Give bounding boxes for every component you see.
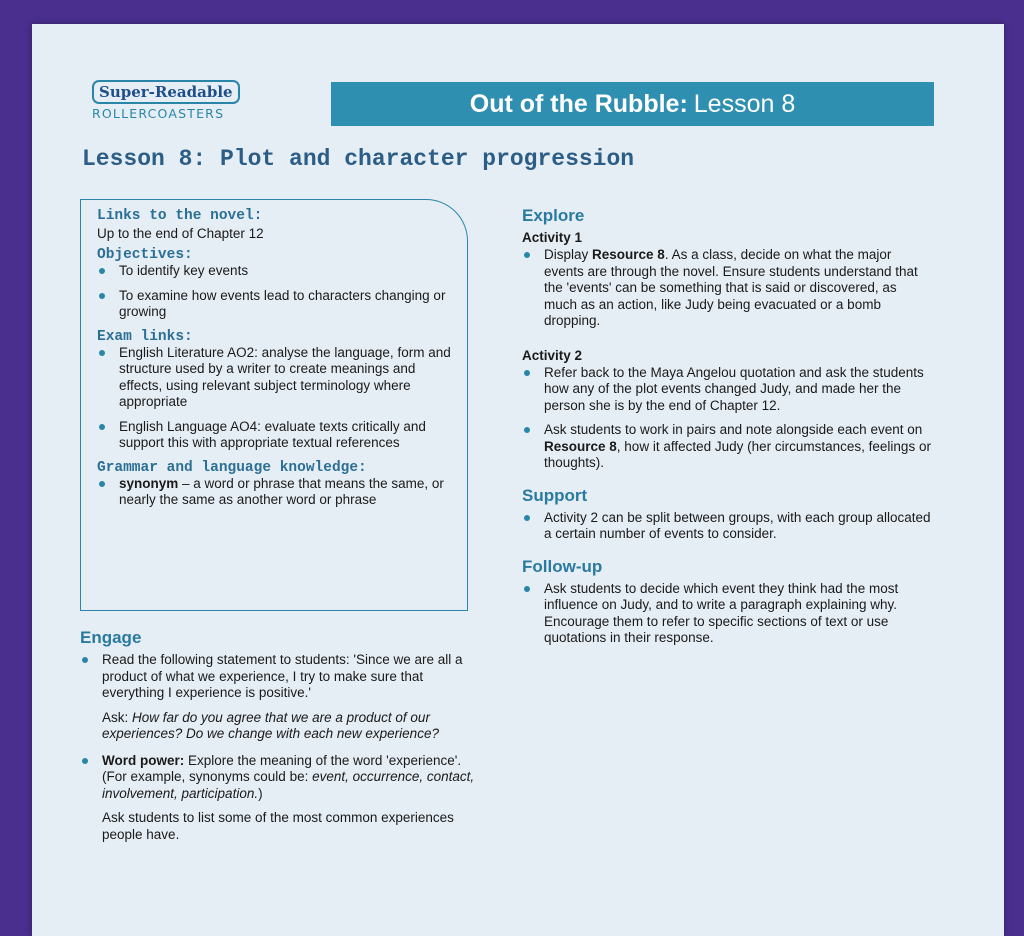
list-paragraph: Ask students to list some of the most common experiences people have.: [102, 810, 454, 842]
bullet-icon: [524, 252, 530, 258]
objectives-list: [97, 263, 453, 321]
exam-heading: Exam links:: [97, 328, 193, 345]
links-box: [80, 199, 468, 611]
activity1-heading: Activity 1: [522, 230, 583, 245]
engage-heading: Engage: [80, 628, 142, 647]
resource-ref: Resource 8: [544, 438, 617, 454]
title-lesson: Lesson 8: [693, 89, 796, 118]
list-item: [522, 247, 932, 330]
list-item: [522, 581, 932, 647]
links-heading: Links to the novel:: [97, 208, 263, 224]
grammar-list: [97, 476, 453, 509]
engage-list: [80, 652, 480, 702]
list-item: [80, 753, 480, 803]
activity1-list: [522, 247, 932, 330]
grammar-definition: – a word or phrase that means the same, or nearly the same as another word or phrase: [119, 475, 444, 507]
bullet-icon: [99, 268, 105, 274]
right-column: [522, 206, 932, 655]
bullet-icon: [82, 657, 88, 663]
logo-subtitle: ROLLERCOASTERS: [92, 106, 225, 121]
list-item: [97, 476, 453, 509]
title-banner: [331, 82, 934, 126]
list-item-text: Display: [544, 247, 593, 262]
list-item: [522, 422, 932, 472]
followup-heading: Follow-up: [522, 556, 603, 576]
list-item-text: English Language AO4: evaluate texts critically and support this with appropriate textual references: [119, 418, 426, 450]
list-item: [97, 419, 453, 452]
list-item-text: , how it affected Judy (her circumstances, feelings or thoughts).: [544, 438, 931, 470]
logo-title: Super-Readable: [92, 80, 240, 104]
bullet-icon: [524, 515, 530, 521]
list-item: [97, 345, 453, 411]
worksheet-page: [32, 24, 1004, 936]
bullet-icon: [524, 586, 530, 592]
list-item-text: Ask students to work in pairs and note alongside each event on: [544, 422, 923, 437]
word-power-text: Explore the meaning of the word 'experience'. (For example, synonyms could be:: [102, 752, 462, 784]
bullet-icon: [82, 758, 88, 764]
word-power-examples: event, occurrence, contact, involvement, participation.: [102, 769, 475, 801]
ask-question: How far do you agree that we are a product of our experiences? Do we change with each new experience?: [102, 709, 439, 741]
word-power-end: ): [258, 785, 263, 801]
ask-paragraph: [102, 710, 480, 743]
list-item: [522, 510, 932, 543]
word-power-label: Word power:: [102, 752, 185, 768]
explore-heading: Explore: [522, 206, 585, 225]
list-item-text: Refer back to the Maya Angelou quotation and ask the students how any of the plot events changed Judy, and made her the person she is by the end of Chapter 12.: [544, 364, 924, 413]
list-item-text: English Literature AO2: analyse the language, form and structure used by a writer to create meanings and effects, using relevant subject terminology where appropriate: [119, 344, 451, 409]
activity2-heading: Activity 2: [522, 347, 583, 363]
list-item-text: . As a class, decide on what the major events are through the novel. Ensure students understand that the 'events' can be something that is said or discovered, as much as an action, like Judy being evacuated or a bomb dropping.: [544, 247, 918, 328]
activity2-list: [522, 365, 932, 472]
followup-list: [522, 581, 932, 647]
bullet-icon: [524, 370, 530, 376]
list-item: [97, 288, 453, 321]
list-item-text: Ask students to decide which event they think had the most influence on Judy, and to write a paragraph explaining why. Encourage them to refer to specific sections of text or use quotations in their response.: [544, 580, 899, 645]
bullet-icon: [99, 481, 105, 487]
objectives-heading: Objectives:: [97, 247, 193, 263]
grammar-term: synonym: [119, 475, 179, 491]
word-power-list: [80, 753, 480, 803]
resource-ref: Resource 8: [592, 247, 665, 262]
grammar-heading: Grammar and language knowledge:: [97, 459, 367, 476]
bullet-icon: [99, 424, 105, 430]
list-item: [97, 263, 453, 280]
links-text: Up to the end of Chapter 12: [97, 226, 264, 241]
page-title: Lesson 8: Plot and character progression: [82, 146, 635, 172]
list-item: [522, 365, 932, 415]
support-heading: Support: [522, 485, 588, 505]
exam-list: [97, 345, 453, 452]
bullet-icon: [99, 293, 105, 299]
bullet-icon: [99, 350, 105, 356]
support-list: [522, 510, 932, 543]
ask-label: Ask:: [102, 709, 133, 725]
list-item-text: To examine how events lead to characters changing or growing: [119, 287, 446, 319]
list-item: [80, 652, 480, 702]
bullet-icon: [524, 427, 530, 433]
engage-section: [80, 628, 480, 853]
list-item-text: To identify key events: [119, 263, 249, 278]
list-item-text: Read the following statement to students: 'Since we are all a product of what we experience, I try to make sure that everything I experience is positive.': [102, 652, 463, 700]
list-item-text: Activity 2 can be split between groups, with each group allocated a certain number of events to consider.: [544, 509, 931, 541]
title-book: Out of the Rubble:: [469, 89, 688, 118]
series-logo: [92, 80, 240, 121]
